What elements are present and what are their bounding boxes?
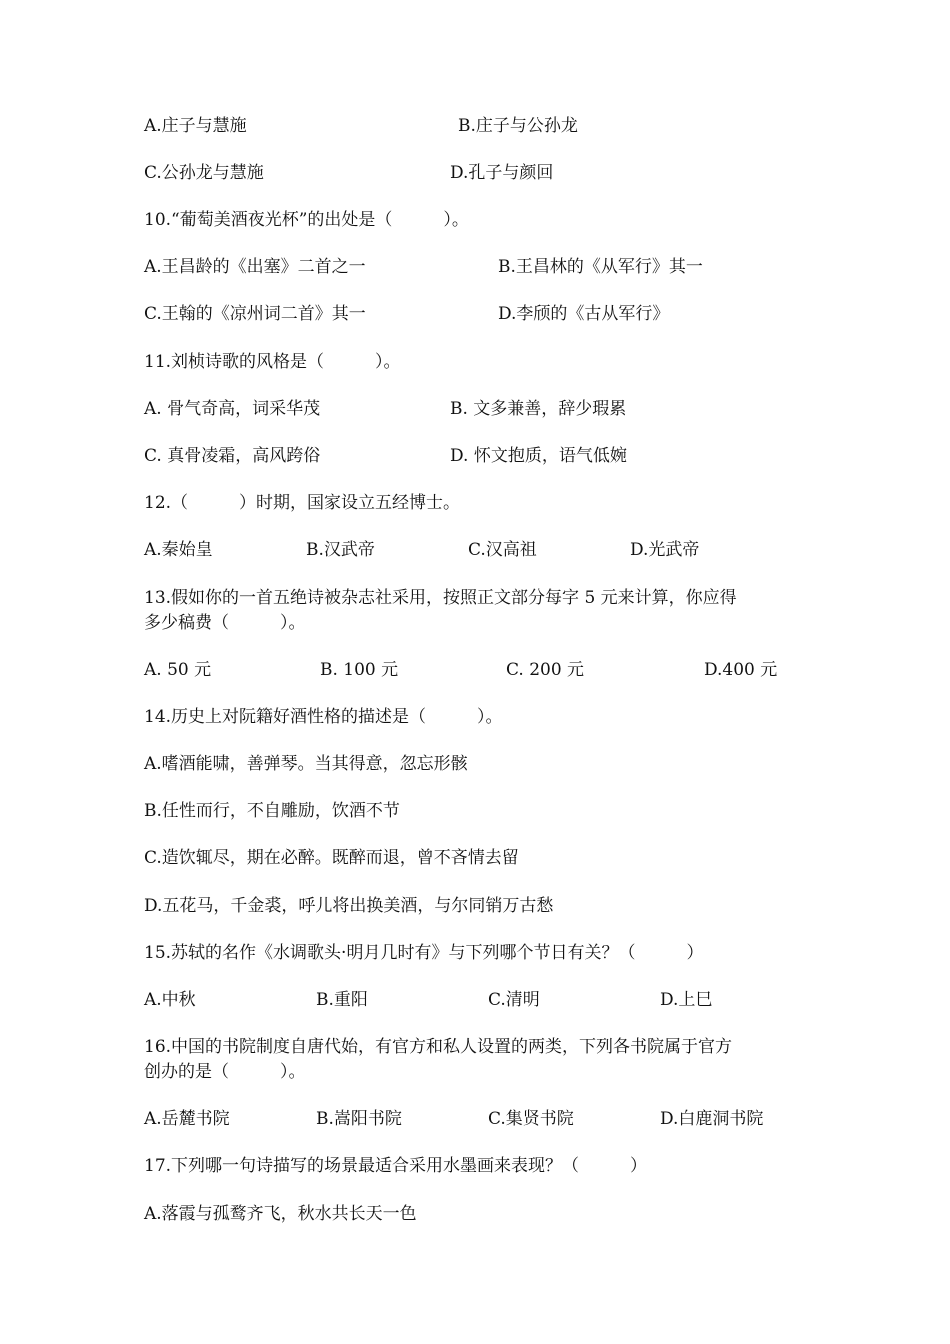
q9-option-d: D.孔子与颜回 xyxy=(450,163,554,183)
q16-option-d: D.白鹿洞书院 xyxy=(660,1109,764,1129)
q13-option-b: B. 100 元 xyxy=(320,660,399,680)
q10-stem: 10.“葡萄美酒夜光杯”的出处是（ ）。 xyxy=(144,210,469,230)
q14-option-c: C.造饮辄尽，期在必醉。既醉而退，曾不吝情去留 xyxy=(144,848,519,868)
q13-stem-line1: 13.假如你的一首五绝诗被杂志社采用，按照正文部分每字 5 元来计算，你应得 xyxy=(144,588,737,608)
q15-option-d: D.上巳 xyxy=(660,990,713,1010)
q15-option-a: A.中秋 xyxy=(144,990,196,1010)
q12-option-d: D.光武帝 xyxy=(630,540,700,560)
q9-option-c: C.公孙龙与慧施 xyxy=(144,163,264,183)
q14-option-a: A.嗜酒能啸，善弹琴。当其得意，忽忘形骸 xyxy=(144,754,468,774)
q15-option-c: C.清明 xyxy=(488,990,540,1010)
q17-option-a: A.落霞与孤鹜齐飞，秋水共长天一色 xyxy=(144,1204,417,1224)
q12-option-b: B.汉武帝 xyxy=(306,540,375,560)
q12-stem: 12.（ ）时期，国家设立五经博士。 xyxy=(144,493,461,513)
q12-option-c: C.汉高祖 xyxy=(468,540,537,560)
q16-option-a: A.岳麓书院 xyxy=(144,1109,230,1129)
q10-option-a: A.王昌龄的《出塞》二首之一 xyxy=(144,257,366,277)
q11-option-b: B. 文多兼善，辞少瑕累 xyxy=(450,399,627,419)
q15-stem: 15.苏轼的名作《水调歌头·明月几时有》与下列哪个节日有关？（ ） xyxy=(144,943,704,963)
q13-option-d: D.400 元 xyxy=(704,660,778,680)
q12-option-a: A.秦始皇 xyxy=(144,540,213,560)
q14-option-b: B.任性而行，不自雕励，饮酒不节 xyxy=(144,801,400,821)
q14-option-d: D.五花马，千金裘，呼儿将出换美酒，与尔同销万古愁 xyxy=(144,896,554,916)
q11-option-d: D. 怀文抱质，语气低婉 xyxy=(450,446,627,466)
q16-stem-line2: 创办的是（ ）。 xyxy=(144,1062,306,1082)
q11-stem: 11.刘桢诗歌的风格是（ ）。 xyxy=(144,352,401,372)
q10-option-d: D.李颀的《古从军行》 xyxy=(498,304,670,324)
q13-stem-line2: 多少稿费（ ）。 xyxy=(144,613,306,633)
q11-option-c: C. 真骨凌霜，高风跨俗 xyxy=(144,446,321,466)
q13-option-c: C. 200 元 xyxy=(506,660,585,680)
q16-option-b: B.嵩阳书院 xyxy=(316,1109,402,1129)
q9-option-a: A.庄子与慧施 xyxy=(144,116,247,136)
q10-option-c: C.王翰的《凉州词二首》其一 xyxy=(144,304,366,324)
q16-option-c: C.集贤书院 xyxy=(488,1109,574,1129)
q10-option-b: B.王昌林的《从军行》其一 xyxy=(498,257,703,277)
q15-option-b: B.重阳 xyxy=(316,990,368,1010)
q11-option-a: A. 骨气奇高，词采华茂 xyxy=(144,399,321,419)
q16-stem-line1: 16.中国的书院制度自唐代始，有官方和私人设置的两类，下列各书院属于官方 xyxy=(144,1037,733,1057)
q17-stem: 17.下列哪一句诗描写的场景最适合采用水墨画来表现？（ ） xyxy=(144,1156,648,1176)
q14-stem: 14.历史上对阮籍好酒性格的描述是（ ）。 xyxy=(144,707,503,727)
q9-option-b: B.庄子与公孙龙 xyxy=(458,116,578,136)
q13-option-a: A. 50 元 xyxy=(144,660,212,680)
